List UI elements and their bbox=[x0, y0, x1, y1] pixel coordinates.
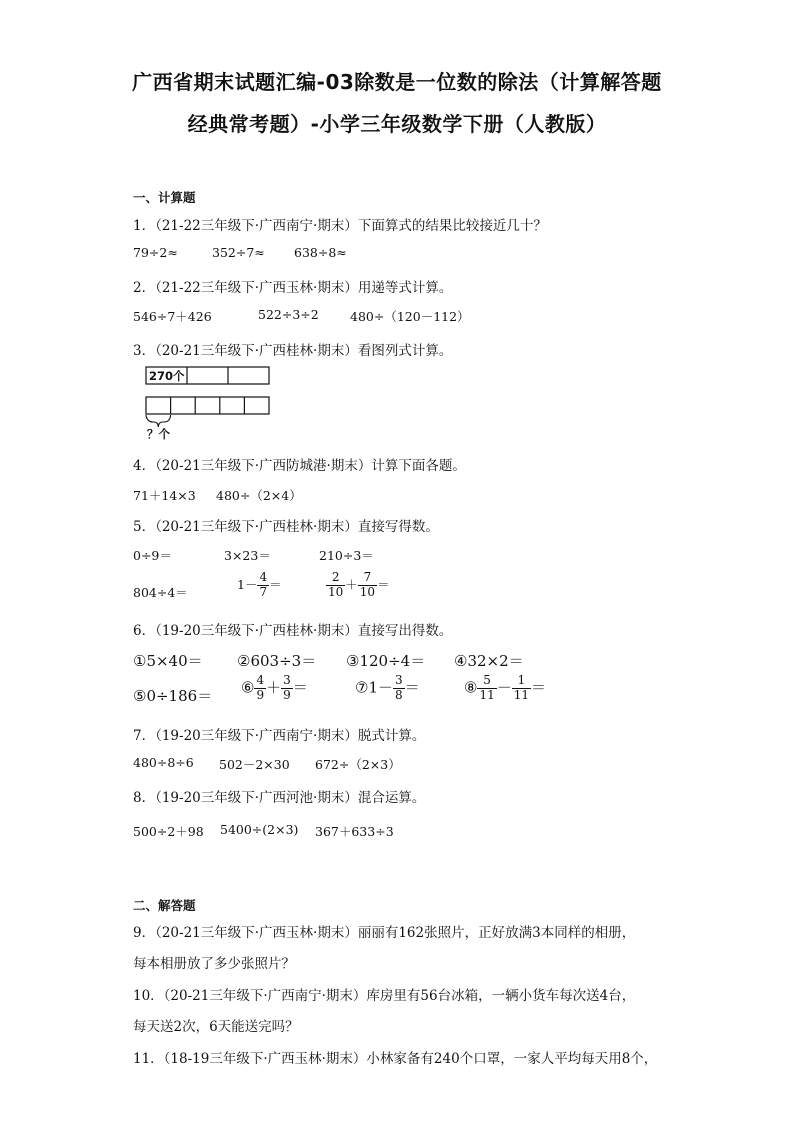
top-bar-label: 270个 bbox=[149, 369, 185, 383]
q5-item-5: 1－ $\frac{4}{7}$ ＝ bbox=[237, 570, 282, 599]
q6-item-8: ⑧ $\frac{5}{11}$ － $\frac{1}{11}$ ＝ bbox=[464, 673, 547, 702]
brace-mark bbox=[146, 415, 171, 427]
q4-item-2: 480÷（2×4） bbox=[216, 488, 302, 503]
segment-diagram bbox=[145, 366, 275, 441]
question-8-text: 8．（19-20三年级下·广西河池·期末）混合运算。 bbox=[133, 790, 426, 806]
q5-item-6: $\frac{2}{10}$ ＋ $\frac{7}{10}$ ＝ bbox=[328, 570, 390, 599]
q6-item-3: ③120÷4＝ bbox=[346, 652, 426, 670]
question-11-line-1: 11．（18-19三年级下·广西玉林·期末）小林家备有240个口罩，一家人平均每天用8个， bbox=[133, 1051, 658, 1067]
question-4-text: 4．（20-21三年级下·广西防城港·期末）计算下面各题。 bbox=[133, 458, 466, 474]
q2-item-2: 522÷3÷2 bbox=[258, 307, 319, 322]
q6-item-1: ①5×40＝ bbox=[133, 652, 203, 670]
q4-item-1: 71＋14×3 bbox=[133, 488, 196, 503]
section-heading-calculation: 一、计算题 bbox=[133, 190, 196, 205]
q5-item-2: 3×23＝ bbox=[224, 548, 271, 563]
question-9-line-2: 每本相册放了多少张照片？ bbox=[133, 956, 295, 972]
q7-item-3: 672÷（2×3） bbox=[315, 757, 401, 772]
question-7-text: 7．（19-20三年级下·广西南宁·期末）脱式计算。 bbox=[133, 728, 426, 744]
q6-item-6: ⑥ $\frac{4}{9}$ ＋ $\frac{3}{9}$ ＝ bbox=[241, 673, 308, 702]
document-title-line-2: 经典常考题）-小学三年级数学下册（人教版） bbox=[187, 112, 607, 136]
q5-item-1: 0÷9＝ bbox=[133, 548, 172, 563]
question-10-line-1: 10．（20-21三年级下·广西南宁·期末）库房里有56台冰箱，一辆小货车每次送4台， bbox=[133, 988, 636, 1004]
question-3-text: 3．（20-21三年级下·广西桂林·期末）看图列式计算。 bbox=[133, 343, 453, 359]
q8-item-2: 5400÷(2×3) bbox=[220, 822, 299, 837]
question-10-line-2: 每天送2次，6天能送完吗？ bbox=[133, 1019, 299, 1035]
q8-item-1: 500÷2＋98 bbox=[133, 824, 204, 839]
q1-item-2: 352÷7≈ bbox=[212, 245, 265, 260]
q6-item-7: ⑦1－ $\frac{3}{8}$ ＝ bbox=[355, 673, 420, 702]
bottom-bar bbox=[146, 397, 269, 414]
question-9-line-1: 9．（20-21三年级下·广西玉林·期末）丽丽有162张照片，正好放满3本同样的相册， bbox=[133, 925, 636, 941]
question-6-text: 6．（19-20三年级下·广西桂林·期末）直接写出得数。 bbox=[133, 623, 453, 639]
q1-item-1: 79÷2≈ bbox=[133, 245, 178, 260]
question-1-text: 1．（21-22三年级下·广西南宁·期末）下面算式的结果比较接近几十？ bbox=[133, 218, 547, 234]
q6-item-2: ②603÷3＝ bbox=[237, 652, 317, 670]
q7-item-1: 480÷8÷6 bbox=[133, 755, 194, 770]
q8-item-3: 367＋633÷3 bbox=[315, 824, 394, 839]
document-title-line-1: 广西省期末试题汇编-03除数是一位数的除法（计算解答题 bbox=[132, 70, 662, 94]
section-heading-word-problems: 二、解答题 bbox=[133, 898, 196, 913]
q2-item-3: 480÷（120－112） bbox=[350, 309, 470, 324]
q1-item-3: 638÷8≈ bbox=[294, 245, 347, 260]
question-label: ？个 bbox=[147, 427, 170, 441]
q2-item-1: 546÷7＋426 bbox=[133, 309, 212, 324]
q5-item-3: 210÷3＝ bbox=[319, 548, 374, 563]
q7-item-2: 502－2×30 bbox=[219, 757, 290, 772]
q6-item-4: ④32×2＝ bbox=[454, 652, 524, 670]
question-5-text: 5．（20-21三年级下·广西桂林·期末）直接写得数。 bbox=[133, 519, 439, 535]
q6-item-5: ⑤0÷186＝ bbox=[133, 687, 213, 705]
q5-item-4: 804÷4＝ bbox=[133, 585, 188, 600]
question-2-text: 2．（21-22三年级下·广西玉林·期末）用递等式计算。 bbox=[133, 280, 453, 296]
